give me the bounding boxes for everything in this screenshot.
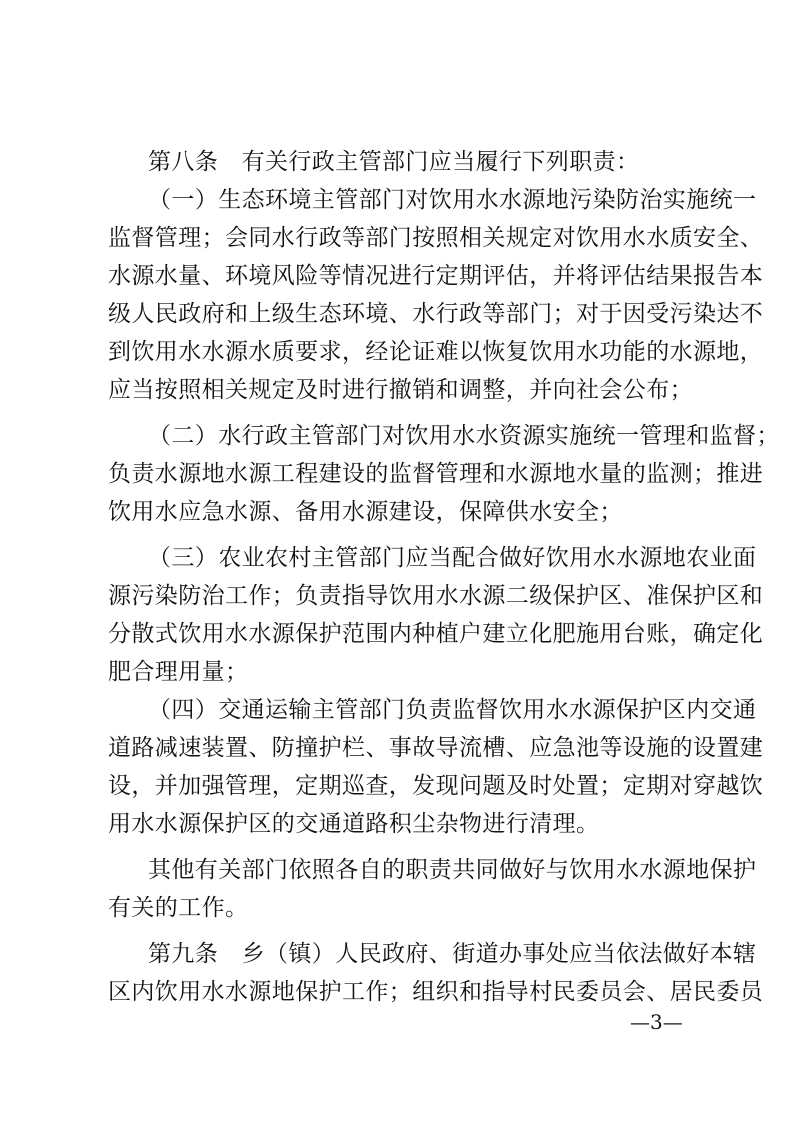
article-8-other-line-1: 其他有关部门依照各自的职责共同做好与饮用水水源地保护 [148, 857, 757, 883]
article-8-item-4-line-3: 设，并加强管理，定期巡查，发现问题及时处置；定期对穿越饮 [108, 773, 764, 799]
article-8-item-1-line-3: 水源水量、环境风险等情况进行定期评估，并将评估结果报告本 [108, 263, 764, 289]
article-8-item-2-line-2: 负责水源地水源工程建设的监督管理和水源地水量的监测；推进 [108, 461, 764, 487]
article-8-item-2-line-1: （二）水行政主管部门对饮用水水资源实施统一管理和监督； [148, 423, 780, 449]
article-9-line-1: 第九条 乡（镇）人民政府、街道办事处应当依法做好本辖 [148, 941, 757, 967]
article-8-item-3-line-4: 肥合理用量； [108, 659, 249, 685]
article-8-item-4-line-4: 用水水源保护区的交通道路积尘杂物进行清理。 [108, 811, 600, 837]
article-8-heading: 第八条 有关行政主管部门应当履行下列职责： [148, 149, 640, 175]
page-number: —3— [630, 1010, 683, 1034]
article-8-item-1-line-4: 级人民政府和上级生态环境、水行政等部门；对于因受污染达不 [108, 301, 764, 327]
article-8-item-1-line-5: 到饮用水水源水质要求，经论证难以恢复饮用水功能的水源地， [108, 339, 764, 365]
article-8-item-3-line-1: （三）农业农村主管部门应当配合做好饮用水水源地农业面 [148, 545, 757, 571]
article-8-item-4-line-2: 道路减速装置、防撞护栏、事故导流槽、应急池等设施的设置建 [108, 735, 764, 761]
article-8-item-2-line-3: 饮用水应急水源、备用水源建设，保障供水安全； [108, 499, 623, 525]
article-8-item-3-line-2: 源污染防治工作；负责指导饮用水水源二级保护区、准保护区和 [108, 583, 764, 609]
article-8-item-3-line-3: 分散式饮用水水源保护范围内种植户建立化肥施用台账，确定化 [108, 621, 764, 647]
article-8-item-1-line-6: 应当按照相关规定及时进行撤销和调整，并向社会公布； [108, 377, 693, 403]
article-8-item-4-line-1: （四）交通运输主管部门负责监督饮用水水源保护区内交通 [148, 697, 757, 723]
article-8-item-1-line-1: （一）生态环境主管部门对饮用水水源地污染防治实施统一 [148, 187, 757, 213]
article-8-item-1-line-2: 监督管理；会同水行政等部门按照相关规定对饮用水水质安全、 [108, 225, 764, 251]
article-8-other-line-2: 有关的工作。 [108, 895, 249, 921]
article-9-line-2: 区内饮用水水源地保护工作；组织和指导村民委员会、居民委员 [108, 979, 764, 1005]
